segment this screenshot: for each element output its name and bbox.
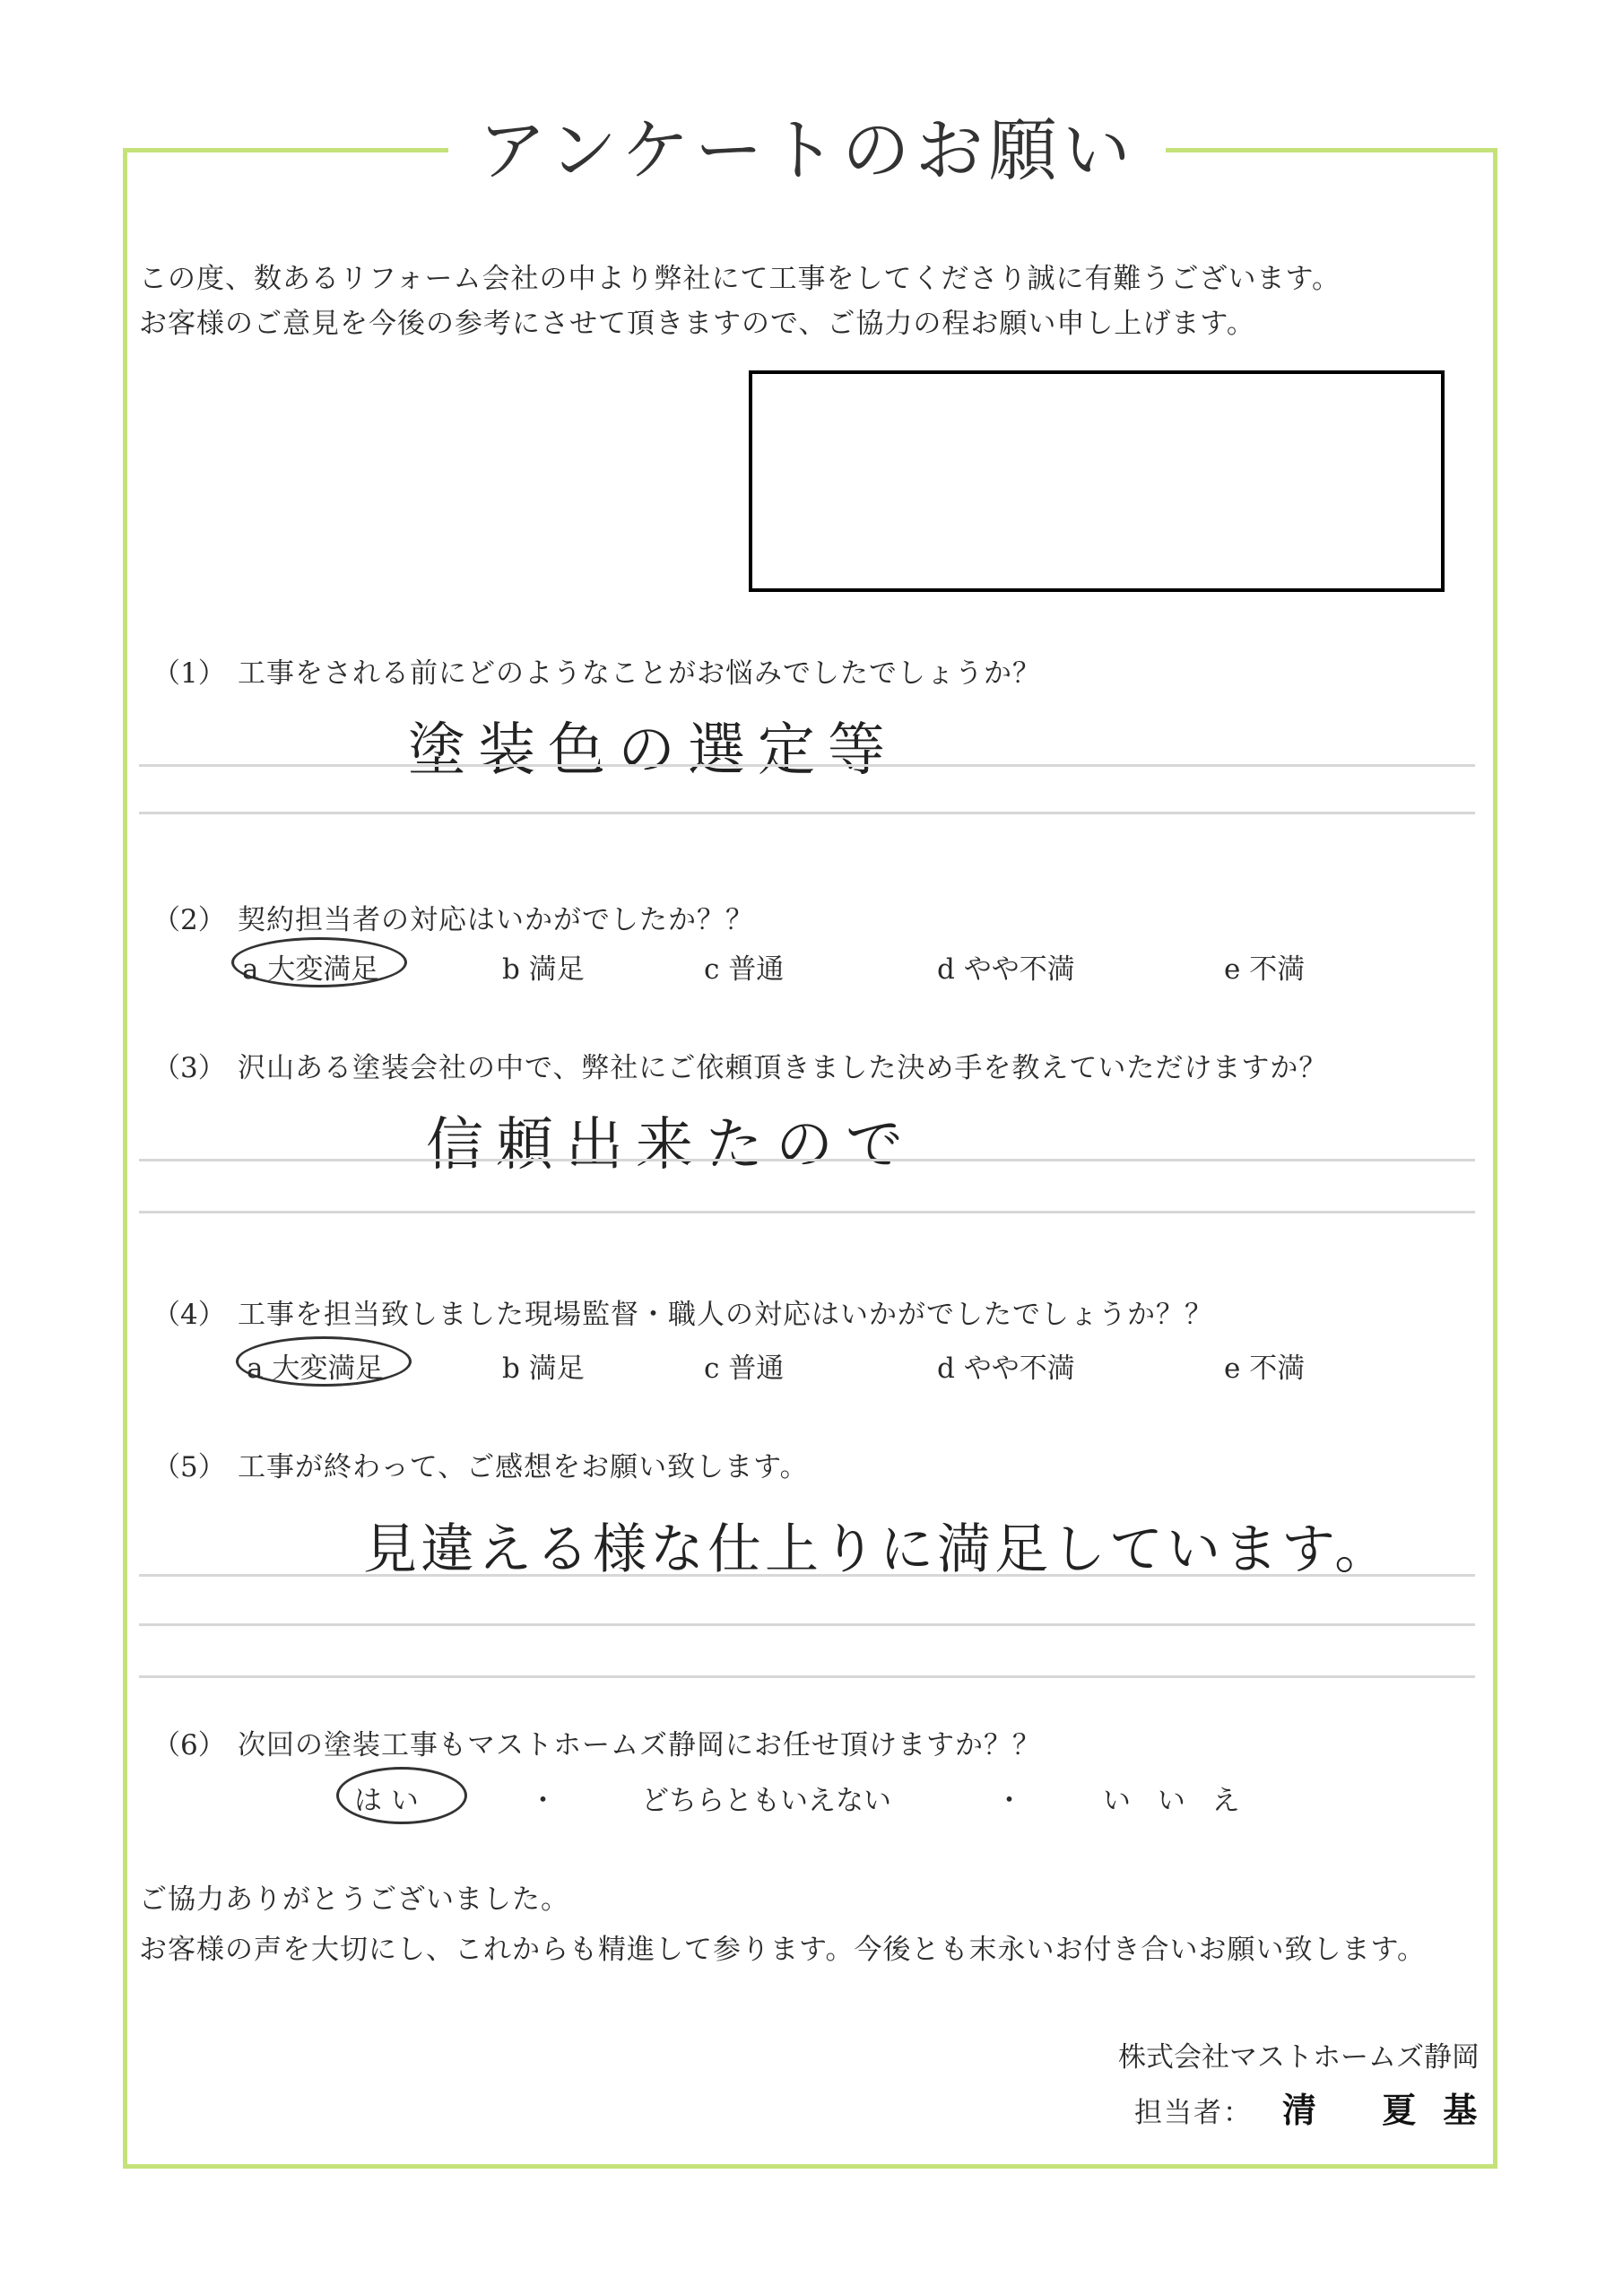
q6-option-no[interactable]: い い え [1103, 1785, 1249, 1817]
q4-option-c[interactable]: c 普通 [704, 1352, 785, 1385]
answer-rule [139, 1623, 1475, 1626]
company-name: 株式会社マストホームズ静岡 [1118, 2041, 1480, 2074]
q3-answer: 信頼出来たので [426, 1112, 916, 1178]
q5-answer: 見違える様な仕上りに満足しています。 [363, 1518, 1393, 1581]
q2-option-e[interactable]: e 不満 [1224, 953, 1306, 986]
answer-rule [139, 1574, 1475, 1577]
q6-text: 次回の塗装工事もマストホームズ静岡にお任せ頂けますか？？ [238, 1729, 1041, 1761]
staff-name: 清 夏基 [1282, 2090, 1505, 2130]
page-title: アンケートのお願い [448, 106, 1166, 196]
q4-number: （4） [152, 1299, 226, 1331]
option-separator: ・ [995, 1785, 1023, 1817]
q2-number: （2） [152, 904, 226, 936]
q6-option-yes[interactable]: は い [354, 1785, 419, 1817]
q1-answer: 塗装色の選定等 [408, 718, 898, 784]
redacted-box [749, 370, 1445, 592]
answer-rule [139, 1675, 1475, 1678]
q4-text: 工事を担当致しました現場監督・職人の対応はいかがでしたでしょうか？？ [238, 1299, 1213, 1331]
answer-rule [139, 812, 1475, 814]
q3-text: 沢山ある塗装会社の中で、弊社にご依頼頂きました決め手を教えていただけますか？ [238, 1052, 1328, 1084]
answer-rule [139, 1211, 1475, 1213]
q2-option-d[interactable]: d やや不満 [937, 953, 1075, 986]
q2-option-a[interactable]: a 大変満足 [242, 953, 379, 986]
q4-option-b[interactable]: b 満足 [502, 1352, 585, 1385]
answer-rule [139, 1159, 1475, 1161]
q1-text: 工事をされる前にどのようなことがお悩みでしたでしょうか？ [238, 657, 1041, 690]
q2-text: 契約担当者の対応はいかがでしたか？？ [238, 904, 754, 936]
answer-rule [139, 764, 1475, 767]
q2-option-b[interactable]: b 満足 [502, 953, 585, 986]
intro-line-2: お客様のご意見を今後の参考にさせて頂きますので、ご協力の程お願い申し上げます。 [139, 308, 1255, 340]
intro-line-1: この度、数あるリフォーム会社の中より弊社にて工事をしてくださり誠に有難うございます。 [139, 263, 1341, 295]
q6-option-neither[interactable]: どちらともいえない [641, 1785, 891, 1817]
q4-option-e[interactable]: e 不満 [1224, 1352, 1306, 1385]
q5-text: 工事が終わって、ご感想をお願い致します。 [238, 1451, 809, 1483]
q2-option-c[interactable]: c 普通 [704, 953, 785, 986]
closing-line-2: お客様の声を大切にし、これからも精進して参ります。今後とも末永いお付き合いお願い致します。 [139, 1934, 1427, 1966]
q5-number: （5） [152, 1451, 226, 1483]
option-separator: ・ [529, 1785, 557, 1817]
q1-number: （1） [152, 657, 226, 690]
q6-number: （6） [152, 1729, 226, 1761]
closing-line-1: ご協力ありがとうございました。 [139, 1883, 569, 1916]
q4-option-d[interactable]: d やや不満 [937, 1352, 1075, 1385]
q3-number: （3） [152, 1052, 226, 1084]
staff-label: 担当者： [1134, 2097, 1253, 2129]
q4-option-a[interactable]: a 大変満足 [247, 1352, 384, 1385]
